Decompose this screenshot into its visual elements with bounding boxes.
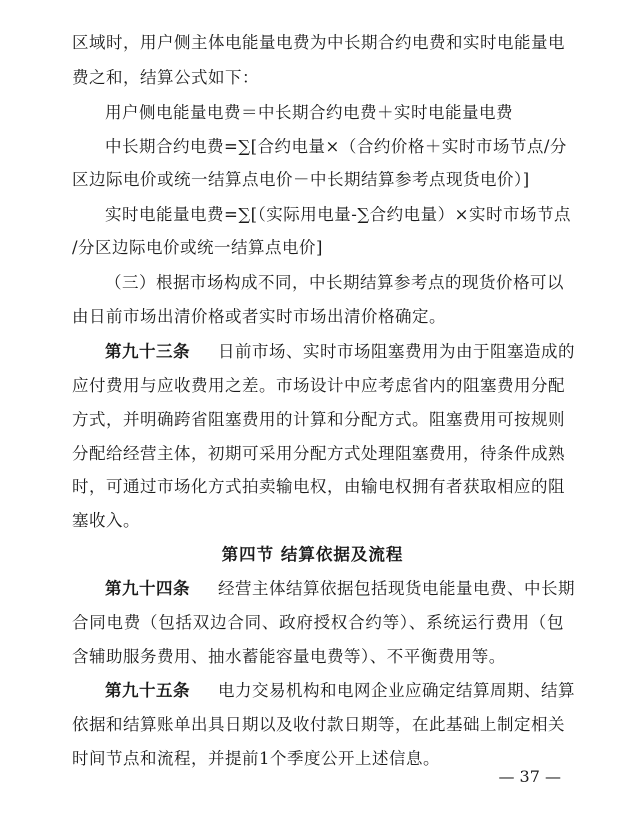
page-number: — 37 — bbox=[498, 767, 561, 786]
formula-line: 实时电能量电费=∑[（实际用电量-∑合约电量）×实时市场节点 bbox=[105, 205, 571, 224]
article-93-first-line bbox=[105, 342, 575, 362]
article-93-line: 时，可通过市场化方式拍卖输电权，由输电权拥有者获取相应的阻 bbox=[72, 477, 565, 496]
body-text-line: （三）根据市场构成不同，中长期结算参考点的现货价格可以 bbox=[105, 273, 564, 292]
article-94-line: 合同电费（包括双边合同、政府授权合约等）、系统运行费用（包 bbox=[72, 613, 564, 632]
article-93-line: 分配给经营主体，初期可采用分配方式处理阻塞费用，待条件成熟 bbox=[72, 444, 565, 463]
article-94-text: 经营主体结算依据包括现货电能量电费、中长期 bbox=[218, 579, 575, 598]
article-95-line: 时间节点和流程，并提前1个季度公开上述信息。 bbox=[72, 749, 440, 768]
article-93-text: 日前市场、实时市场阻塞费用为由于阻塞造成的 bbox=[218, 342, 575, 361]
body-text-line: 区域时，用户侧主体电能量电费为中长期合约电费和实时电能量电 bbox=[72, 33, 565, 52]
formula-line: 中长期合约电费=∑[合约电量×（合约价格＋实时市场节点/分 bbox=[105, 137, 567, 156]
article-93-line: 塞收入。 bbox=[72, 511, 140, 530]
formula-line: 用户侧电能量电费＝中长期合约电费＋实时电能量电费 bbox=[105, 103, 513, 122]
body-text-line: 由日前市场出清价格或者实时市场出清价格确定。 bbox=[72, 307, 446, 326]
body-text-line: 费之和，结算公式如下： bbox=[72, 68, 259, 87]
article-94-line: 含辅助服务费用、抽水蓄能容量电费等）、不平衡费用等。 bbox=[72, 647, 506, 666]
article-95-first-line bbox=[105, 681, 575, 701]
article-93-line: 应付费用与应收费用之差。市场设计中应考虑省内的阻塞费用分配 bbox=[72, 376, 565, 395]
article-95-line: 依据和结算账单出具日期以及收付款日期等，在此基础上制定相关 bbox=[72, 715, 565, 734]
article-94-title: 第九十四条 bbox=[105, 579, 190, 598]
article-93-line: 方式，并明确跨省阻塞费用的计算和分配方式。阻塞费用可按规则 bbox=[72, 410, 565, 429]
article-95-title: 第九十五条 bbox=[105, 681, 190, 700]
formula-line: 区边际电价或统一结算点电价－中长期结算参考点现货电价）] bbox=[72, 170, 530, 189]
section-heading: 第四节 结算依据及流程 bbox=[221, 545, 404, 564]
article-94-first-line bbox=[105, 579, 575, 599]
article-95-text: 电力交易机构和电网企业应确定结算周期、结算 bbox=[218, 681, 575, 700]
formula-line: /分区边际电价或统一结算点电价] bbox=[72, 238, 323, 257]
article-93-title: 第九十三条 bbox=[105, 342, 190, 361]
